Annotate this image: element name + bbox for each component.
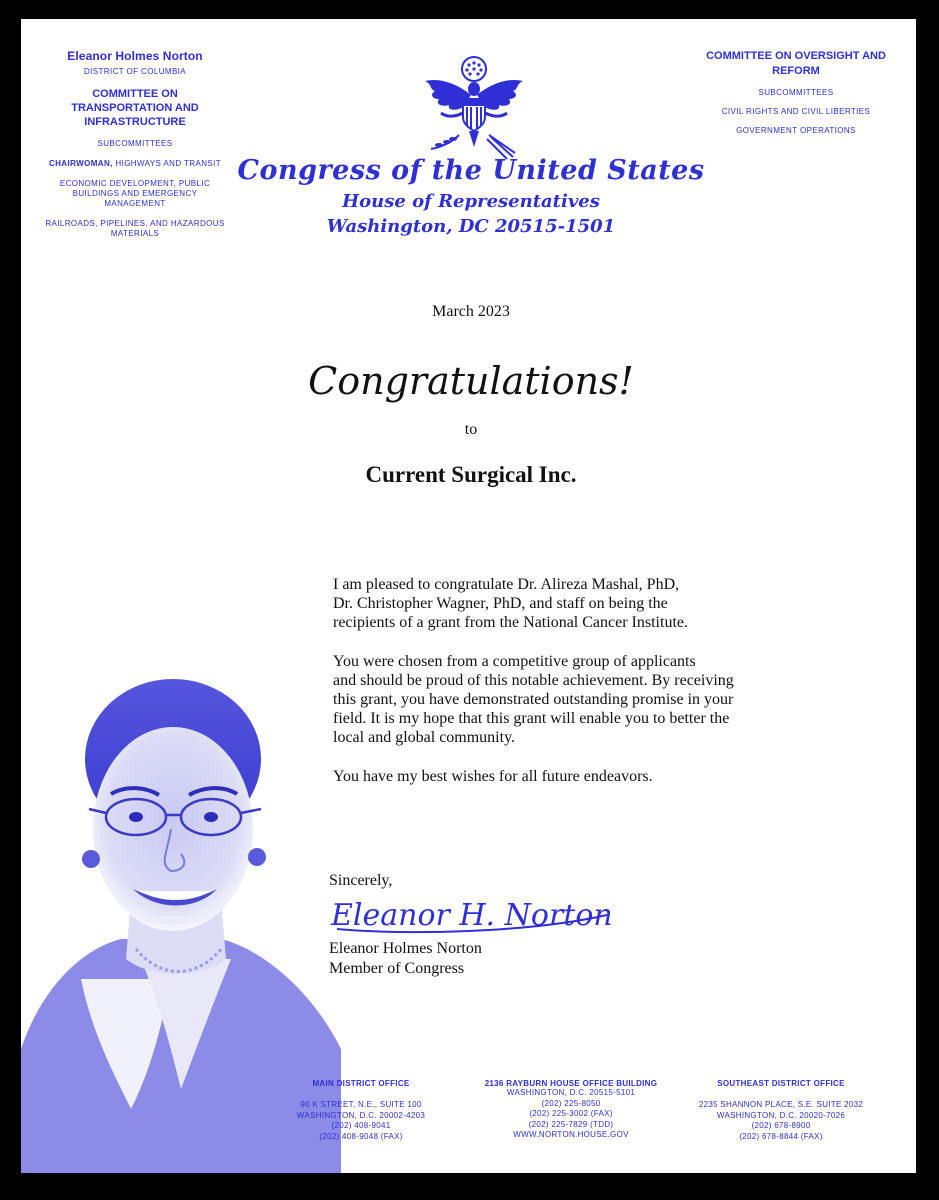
footer-main-district-office: MAIN DISTRICT OFFICE 90 K STREET, N.E., SUITE 100 WASHINGTON, D.C. 20002-4203 (202) 408-9041 (202) 408-9048 (FAX) (296, 1079, 426, 1141)
paragraph-3: You have my best wishes for all future endeavors. (333, 768, 653, 785)
title-house: House of Representatives (342, 191, 600, 212)
paragraph-2: You were chosen from a competitive group of applicants and should be proud of this notable achievement. By receiving this grant, you have demonstrated outstanding promise in your field. It is my hope that this grant will enable you to better the local and global community. (333, 653, 734, 746)
member-name: Eleanor Holmes Norton (67, 49, 203, 63)
title-address: Washington, DC 20515-1501 (326, 216, 616, 237)
subcommittee-civil-rights: CIVIL RIGHTS AND CIVIL LIBERTIES (721, 107, 871, 116)
to-label: to (464, 421, 478, 438)
signer-name: Eleanor Holmes Norton (329, 940, 482, 957)
title-congress: Congress of the United States (237, 155, 705, 186)
sincerely-label: Sincerely, (329, 872, 393, 889)
subcommittees-label: SUBCOMMITTEES (97, 139, 173, 148)
right-letterhead (691, 49, 901, 136)
signature (327, 889, 617, 937)
letter-page (21, 19, 916, 1173)
subcommittee-highways: CHAIRWOMAN, HIGHWAYS AND TRANSIT (48, 159, 222, 168)
recipient-name: Current Surgical Inc. (365, 462, 577, 487)
footer-rayburn-office: 2136 RAYBURN HOUSE OFFICE BUILDING WASHINGTON, D.C. 20515-5101 (202) 225-8050 (202) 225-3002 (FAX) (202) 225-7829 (TDD) WWW.NORTON.HOUSE.GOV (471, 1079, 671, 1141)
great-seal-eagle-icon (419, 55, 529, 163)
committee-oversight: COMMITTEE ON OVERSIGHT AND REFORM (706, 50, 886, 77)
website-link[interactable]: WWW.NORTON.HOUSE.GOV (513, 1130, 629, 1139)
left-letterhead (35, 49, 235, 239)
subcommittees-label: SUBCOMMITTEES (758, 88, 834, 97)
congress-title (221, 155, 721, 237)
subcommittee-government-operations: GOVERNMENT OPERATIONS (736, 126, 856, 135)
subcommittee-railroads: RAILROADS, PIPELINES, AND HAZARDOUS MATERIALS (45, 219, 225, 238)
letter-body (333, 575, 753, 806)
committee-transportation: COMMITTEE ON TRANSPORTATION AND INFRASTRUCTURE (71, 88, 199, 128)
signer-title: Member of Congress (329, 960, 465, 977)
headline: Congratulations! (308, 359, 634, 403)
svg-text:Eleanor H. Norton: Eleanor H. Norton (331, 898, 613, 933)
subcommittee-economic: ECONOMIC DEVELOPMENT, PUBLIC BUILDINGS AND EMERGENCY MANAGEMENT (59, 179, 211, 208)
district: DISTRICT OF COLUMBIA (83, 67, 187, 76)
paragraph-1: I am pleased to congratulate Dr. Alireza Mashal, PhD, Dr. Christopher Wagner, PhD, and staff on being the recipients of a grant from the National Cancer Institute. (333, 576, 688, 631)
footer-southeast-district-office: SOUTHEAST DISTRICT OFFICE 2235 SHANNON PLACE, S.E. SUITE 2032 WASHINGTON, D.C. 20020-7026 (202) 678-8900 (202) 678-8844 (FAX) (698, 1079, 864, 1141)
letter-date: March 2023 (432, 303, 510, 320)
